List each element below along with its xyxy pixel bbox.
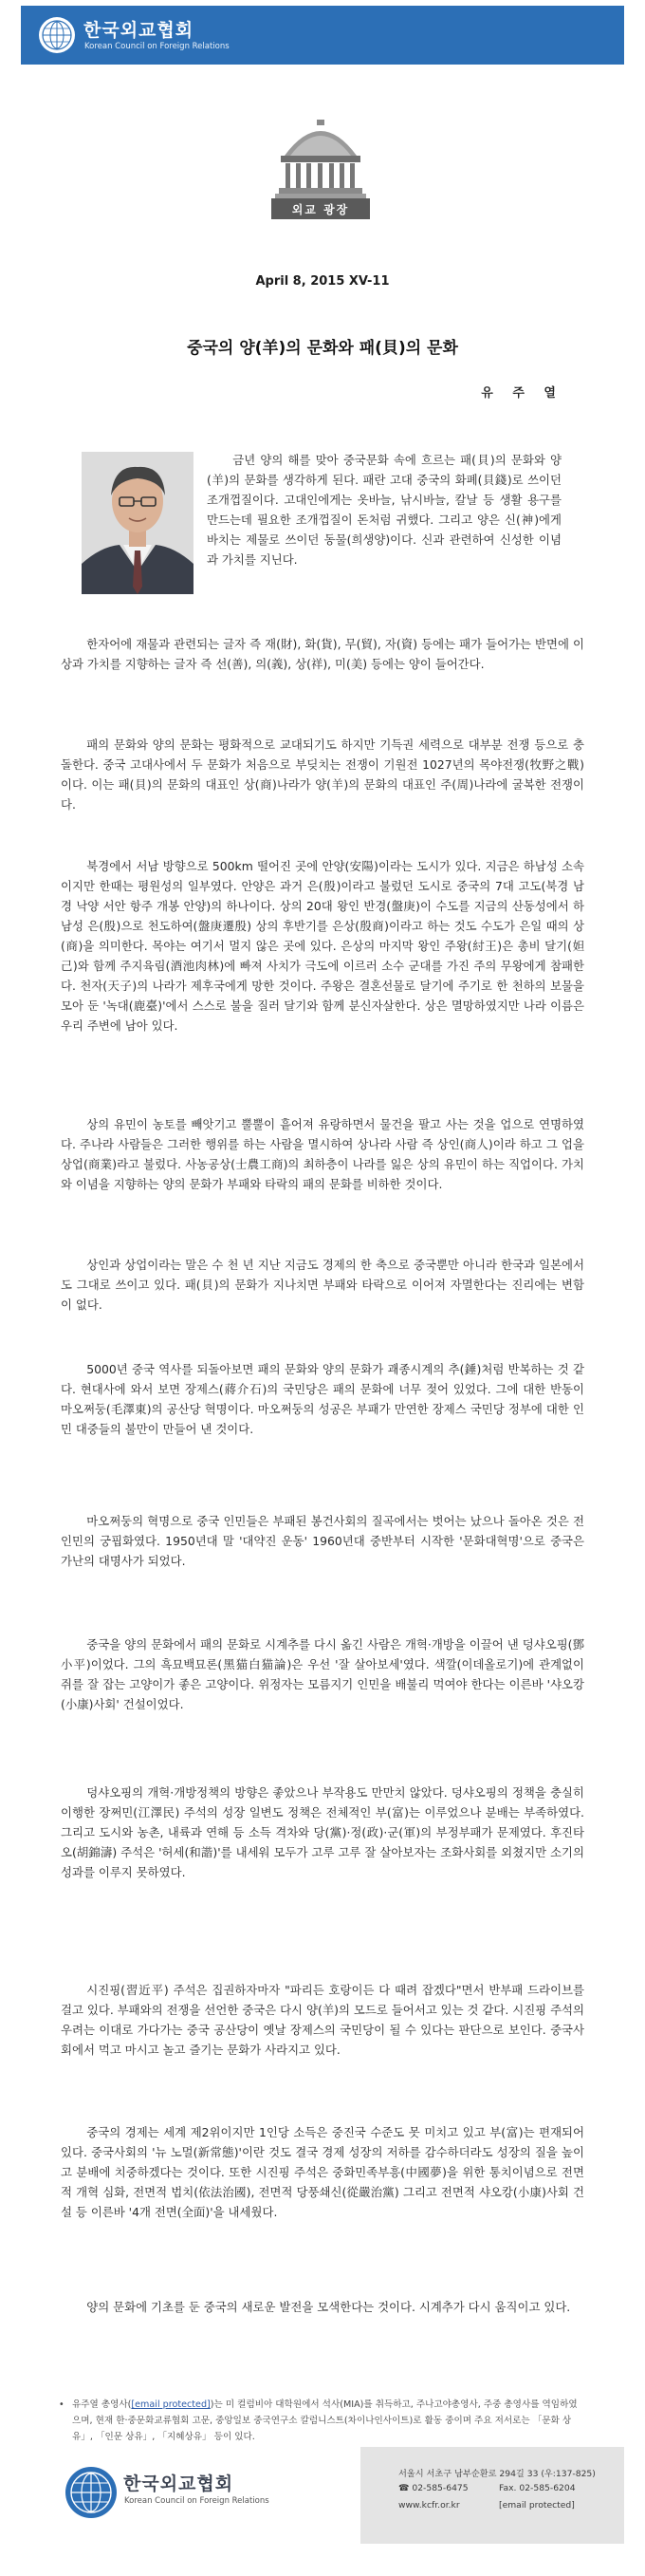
contact-website[interactable]: www.kcfr.or.kr xyxy=(398,2500,460,2511)
contact-phone: ☎ 02-585-6475 xyxy=(398,2483,469,2493)
issue-dateline: April 8, 2015 XV-11 xyxy=(255,274,390,289)
body-text xyxy=(61,2297,584,2317)
author-email-link[interactable]: [email protected] xyxy=(131,2399,211,2410)
header-banner xyxy=(21,6,624,65)
body-text xyxy=(61,1359,584,1439)
body-text xyxy=(61,856,584,1036)
contact-box xyxy=(360,2447,624,2544)
footnote-prefix: 유주열 총영사( xyxy=(72,2399,132,2410)
paragraph-1: 한자어에 재물과 관련되는 글자 즉 재(財), 화(貨), 무(貿), 자(資) 등에는 패가 들어가는 반면에 이상과 가치를 지향하는 글자 즉 선(善), 의(義), 상(祥), 미(美) 등에는 양이 들어간다. xyxy=(61,637,584,671)
paragraph-3: 북경에서 서남 방향으로 500km 떨어진 곳에 안양(安陽)이라는 도시가 있다. 지금은 하남성 소속이지만 한때는 평원성의 일부였다. 안양은 과거 은(殷)이라고 불렀던 도시로 중국의 7대 고도(북경 남경 낙양 서안 항주 개봉 안양)의 하나이다. 상의 20대 왕인 반경(盤庚)이 수도를 지금의 산동성에서 하남성 은(殷)으로 천도하여(盤庚遷殷) 상의 후반기를 은상(殷商)이라고 하는 것도 수도가 은일 때의 상(商)을 의미한다. 목야는 여기서 멀지 않은 곳에 있다. 은상의 마지막 왕인 주왕(紂王)은 총비 달기(妲己)와 함께 주지육림(酒池肉林)에 빠져 사치가 극도에 이르러 소수 군대를 가진 주의 무왕에게 참패한다. 천자(天子)의 나라가 제후국에게 망한 것이다. 주왕은 결혼선물로 달기에 주기로 한 천하의 보물을 모아 둔 '녹대(鹿臺)'에서 스스로 불을 질러 달기와 함께 분신자살한다. 상은 멸망하였지만 나라 이름은 우리 주변에 남아 있다. xyxy=(61,859,584,1033)
org-logo-icon xyxy=(38,16,76,54)
body-text xyxy=(61,1783,584,1882)
intro-paragraph: 금년 양의 해를 맞아 중국문화 속에 흐르는 패(貝)의 문화와 양(羊)의 문화를 생각하게 된다. 패란 고대 중국의 화폐(貝錢)로 쓰이던 조개껍질이다. 고대인에게는 옷바늘, 낚시바늘, 칼날 등 생활 용구를 만드는데 필요한 조개껍질이 돈처럼 귀했다. 그리고 양은 신(神)에게 바치는 제물로 쓰이던 동물(희생양)이다. 신과 관련하여 신성한 이념과 가치를 지닌다. xyxy=(207,453,562,567)
author-photo xyxy=(82,452,194,594)
paragraph-8: 중국을 양의 문화에서 패의 문화로 시계추를 다시 옮긴 사람은 개혁·개방을 이끌어 낸 덩샤오핑(鄧小平)이었다. 그의 흑묘백묘론(黑猫白猫論)은 우선 '잘 살아보세'였다. 색깔(이데올로기)에 관계없이 쥐를 잘 잡는 고양이가 좋은 고양이다. 위정자는 모름지기 인민을 배불리 먹여야 한다는 이른바 '샤오캉(小康)사회' 건설이었다. xyxy=(61,1637,584,1711)
contact-email[interactable]: [email protected] xyxy=(499,2500,575,2511)
paragraph-2: 패의 문화와 양의 문화는 평화적으로 교대되기도 하지만 기득권 세력으로 대부분 전쟁 등으로 충돌한다. 중국 고대사에서 두 문화가 처음으로 부딪치는 전쟁이 기원전 1027년의 목야전쟁(牧野之戰)이다. 이는 패(貝)의 문화의 대표인 상(商)나라가 양(羊)의 문화의 대표인 주(周)나라에 굴복한 전쟁이다. xyxy=(61,737,584,812)
paragraph-7: 마오쩌둥의 혁명으로 중국 인민들은 부패된 봉건사회의 질곡에서는 벗어는 났으나 돌아온 것은 전 인민의 궁핍화였다. 1950년대 말 '대약진 운동' 1960년대 중반부터 시작한 '문화대혁명'으로 중국은 가난의 대명사가 되었다. xyxy=(61,1514,584,1568)
body-text xyxy=(61,1511,584,1571)
article-title: 중국의 양(羊)의 문화와 패(貝)의 문화 xyxy=(187,339,458,358)
paragraph-9: 덩샤오핑의 개혁·개방정책의 방향은 좋았으나 부작용도 만만치 않았다. 덩샤오핑의 정책을 충실히 이행한 장쩌민(江澤民) 주석의 성장 일변도 정책은 전체적인 부(富)는 이루었으나 분배는 부족하였다. 그리고 도시와 농촌, 내륙과 연해 등 소득 격차와 당(黨)·정(政)·군(軍)의 부정부패가 문제였다. 후진타오(胡錦濤) 주석은 '허세(和諧)'를 내세워 모두가 고루 고루 잘 살아보자는 조화사회를 외쳤지만 소기의 성과를 이루지 못하였다. xyxy=(61,1785,584,1879)
header-org-name-en: Korean Council on Foreign Relations xyxy=(84,42,230,51)
body-text xyxy=(61,1114,584,1194)
body-text xyxy=(61,634,584,674)
footer-logo-icon xyxy=(64,2466,118,2519)
intro-text xyxy=(207,450,562,569)
column-emblem xyxy=(271,112,370,224)
paragraph-6: 5000년 중국 역사를 되돌아보면 패의 문화와 양의 문화가 괘종시계의 추(錘)처럼 반복하는 것 같다. 현대사에 와서 보면 장제스(蔣介石)의 국민당은 패의 문화에 너무 젖어 있었다. 그에 대한 반동이 마오쩌둥(毛澤東)의 공산당 혁명이다. 마오쩌둥의 성공은 부패가 만연한 장제스 국민당 정부에 대한 인민 대중들의 불만이 만들어 낸 것이다. xyxy=(61,1362,584,1436)
body-text xyxy=(61,1980,584,2060)
footnote-bullet: • xyxy=(59,2399,64,2410)
contact-fax: Fax. 02-585-6204 xyxy=(499,2483,576,2493)
column-label: 외교 광장 xyxy=(291,203,350,216)
paragraph-11: 중국의 경제는 세계 제2위이지만 1인당 소득은 중진국 수준도 못 미치고 있고 부(富)는 편재되어 있다. 중국사회의 '뉴 노멀(新常態)'이란 것도 결국 경제 성장의 저하를 감수하더라도 성장의 질을 높이고 분배에 치중하겠다는 것이다. 또한 시진핑 주석은 중화민족부흥(中國夢)을 위한 통치이념으로 전면적 개혁 심화, 전면적 법치(依法治國), 전면적 당풍쇄신(從嚴治黨) 그리고 전면적 샤오캉(小康)사회 건설 등 이른바 '4개 전면(全面)'을 내세웠다. xyxy=(61,2125,584,2219)
article-author: 유 주 열 xyxy=(481,386,563,401)
paragraph-12: 양의 문화에 기초를 둔 중국의 새로운 발전을 모색한다는 것이다. 시계추가 다시 움직이고 있다. xyxy=(86,2300,571,2314)
paragraph-4: 상의 유민이 농토를 빼앗기고 뿔뿔이 흩어져 유랑하면서 물건을 팔고 사는 것을 업으로 연명하였다. 주나라 사람들은 그러한 행위를 하는 사람을 멸시하여 상나라 사람 즉 상인(商人)이라 하고 그 업을 상업(商業)라고 불렀다. 사농공상(士農工商)의 최하층이 나라를 잃은 상의 유민이 하는 직업이다. 가치와 이념을 지향하는 양의 문화가 부패와 타락의 패의 문화를 비하한 것이다. xyxy=(61,1117,584,1191)
paragraph-5: 상인과 상업이라는 말은 수 천 년 지난 지금도 경제의 한 축으로 중국뿐만 아니라 한국과 일본에서도 그대로 쓰이고 있다. 패(貝)의 문화가 지나치면 부패와 타락으로 이어져 자멸한다는 진리에는 변함이 없다. xyxy=(61,1258,584,1312)
contact-address: 서울시 서초구 남부순환로 294길 33 (우:137-825) xyxy=(398,2469,596,2479)
paragraph-10: 시진핑(習近平) 주석은 집권하자마자 "파리든 호랑이든 다 때려 잡겠다"면서 반부패 드라이브를 걸고 있다. 부패와의 전쟁을 선언한 중국은 다시 양(羊)의 모드로 들어서고 있는 것 같다. 시진핑 주석의 우려는 이대로 가다가는 중국 공산당이 옛날 장제스의 국민당이 될 수 있다는 판단으로 보인다. 중국사회에서 먹고 마시고 놀고 즐기는 문화가 사라지고 있다. xyxy=(61,1983,584,2057)
footer-org-name-en: Korean Council on Foreign Relations xyxy=(124,2496,269,2506)
body-text xyxy=(61,735,584,814)
header-org-name: 한국외교협회 xyxy=(83,20,194,41)
body-text xyxy=(61,1634,584,1714)
footer-org-name: 한국외교협회 xyxy=(123,2473,234,2494)
footnote-bio: )는 미 컬럼비아 대학원에서 석사(MIA)를 취득하고, 주나고야총영사, 주중 총영사를 역임하였으며, 현재 한·중문화교류협회 고문, 중앙일보 중국연구소 칼럼니스트(차이나인사이트)로 활동 중이며 주요 저서로는 「문화 상유」, 「인문 상유」, 「지혜상유」 등이 있다. xyxy=(72,2399,578,2442)
body-text xyxy=(61,2122,584,2222)
body-text xyxy=(61,1255,584,1315)
author-footnote xyxy=(59,2397,584,2445)
